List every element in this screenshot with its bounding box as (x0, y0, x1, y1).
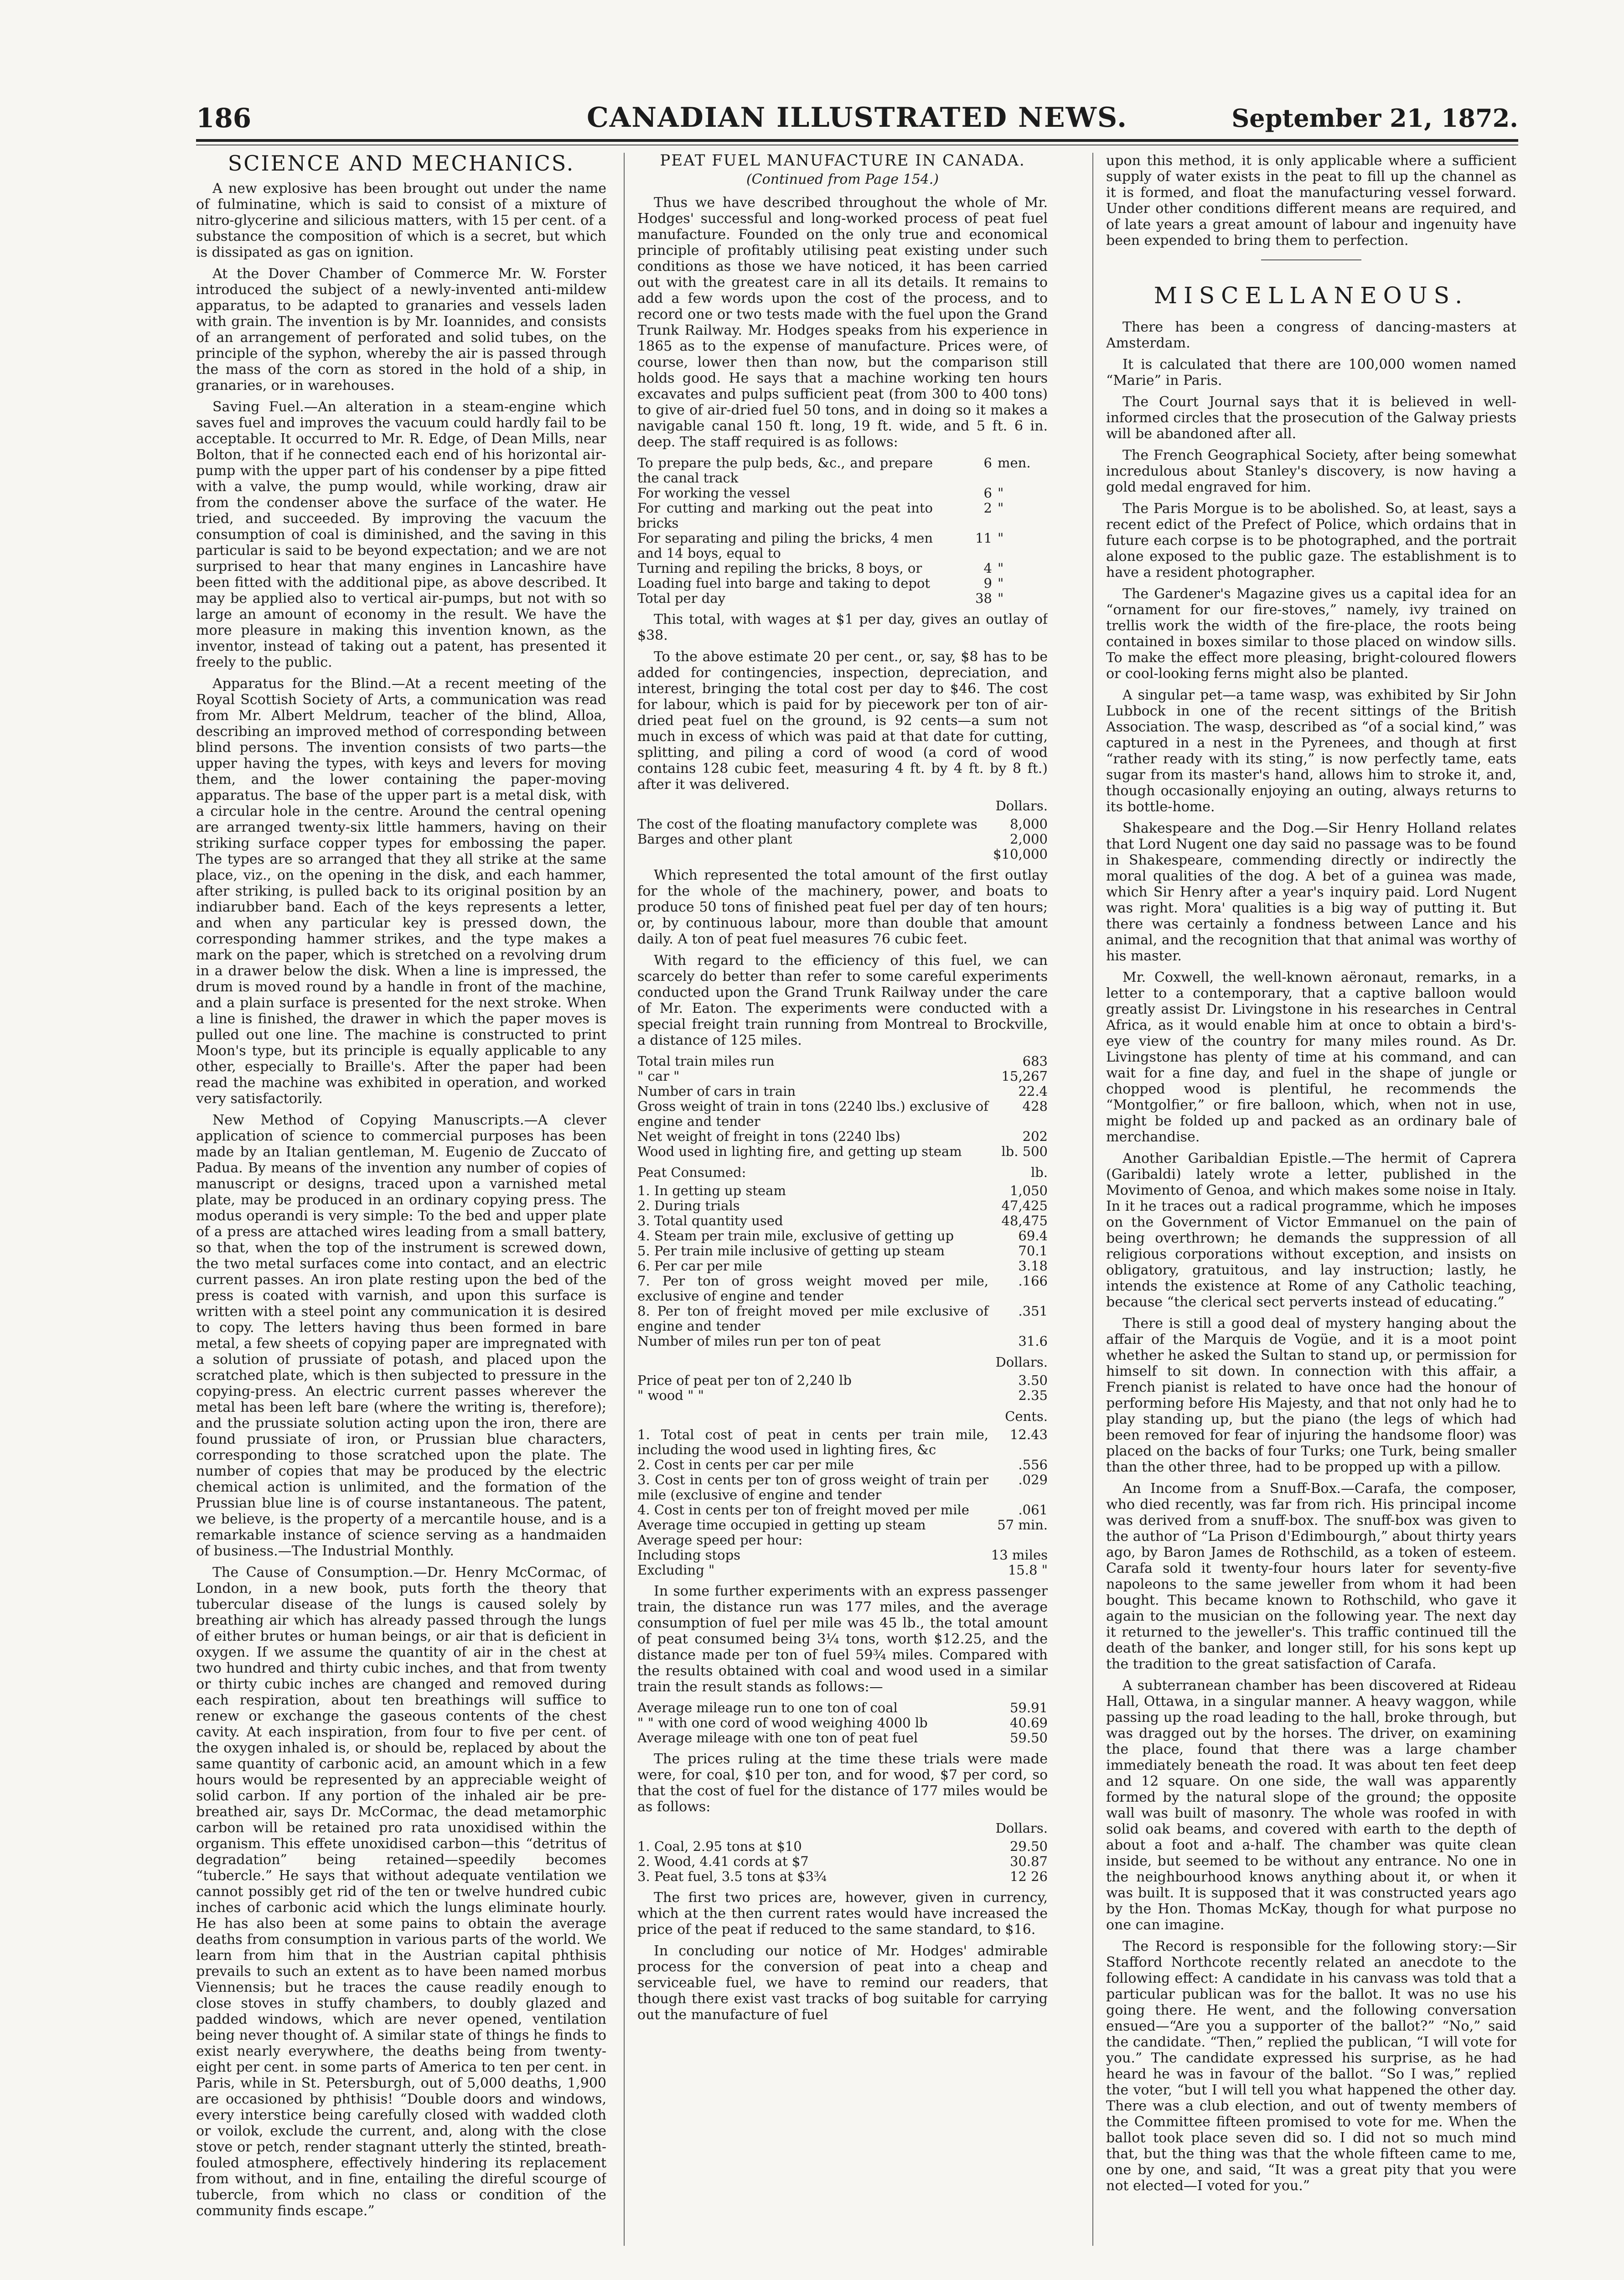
science-paragraph: A new explosive has been brought out under the name of fulminatine, which is said to consist of a mixture of nitro-glycerine and silicious matters, with 15 per cent. of a substance the composition of which is a secret, but which is dissipated as gas on ignition. (196, 181, 606, 260)
row-label: Total train miles run (637, 1053, 775, 1069)
row-value: 3.18 (1018, 1258, 1048, 1274)
row-label: " " with one cord of wood weighing 4000 lb (637, 1715, 928, 1731)
row-label: For separating and piling the bricks, 4 men and 14 boys, equal to (637, 530, 933, 561)
miscellaneous-paragraph: The French Geographical Society, after being somewhat incredulous about Stanley's discovery, is now having a gold medal engraved for him. (1106, 447, 1516, 495)
row-label: The cost of the floating manufactory complete was (637, 816, 978, 832)
table-row (637, 501, 1048, 531)
table-row (637, 531, 1048, 561)
miscellaneous-paragraph: An Income from a Snuff-Box.—Carafa, the composer, who died recently, was far from rich. His principal income was derived from a snuff-box. The snuff-box was given to the author of “La Prison d'Edimbourgh,” about thirty years ago, by Baron James de Rothschild, as a token of esteem. Carafa sold it twenty-four hours later for seventy-five napoleons to the same jeweller from whom it had been bought. This became known to Rothschild, who gave it again to the musician on the following year. The next day it returned to the jeweller's. This traffic continued till the death of the banker, and longer still, for his sons kept up the tradition to the great satisfaction of Carafa. (1106, 1481, 1516, 1672)
column-peat-fuel (637, 153, 1048, 2246)
miscellaneous-paragraph: A singular pet—a tame wasp, was exhibited by Sir John Lubbock in one of the recent sittings of the British Association. The wasp, described as “of a social kind,” was captured in a nest in the Pyrenees, and though at first “rather ready with its sting,” is now perfectly tame, eats sugar from its master's hand, allows him to stroke it, and, though occasionally enjoying an outing, always returns to its bottle-home. (1106, 687, 1516, 815)
row-label: 2. Cost in cents per car per mile (637, 1457, 854, 1472)
row-value: 4 (983, 560, 992, 576)
science-paragraph: The Cause of Consumption.—Dr. Henry McCormac, of London, in a new book, puts forth the theory that tubercular disease of the lungs is caused solely by breathing air which has already passed through the lungs of either brutes or human beings, or air that is deficient in oxygen. If we assume the quantity of air in the chest at two hundred and thirty cubic inches, and that from twenty or thirty cubic inches are changed and removed during each respiration, about ten breathings will suffice to renew or exchange the gaseous contents of the chest cavity. At each inspiration, from four to five per cent. of the oxygen inhaled is, or should be, replaced by about the same quantity of carbonic acid, an amount which in a few hours would be represented by an appreciable weight of solid carbon. If any portion of the inhaled air be pre-breathed air, says Dr. McCormac, the dead metamorphic carbon will be retained pro rata unoxidised within the organism. This effete unoxidised carbon—this “detritus of degradation” being retained—speedily becomes “tubercle.” He says that without adequate ventilation we cannot possibly get rid of the ten or twelve hundred cubic inches of carbonic acid which the lungs eliminate hourly. He has also been at some pains to obtain the average deaths from consumption in various parts of the world. We learn from him that in the Austrian capital phthisis prevails to such an extent as to have been named morbus Viennensis; but he traces the cause readily enough to close stoves in stuffy chambers, to doubly glazed and padded windows, which are never opened, ventilation being never thought of. A similar state of things he finds to exist nearly everywhere, the deaths being from twenty-eight per cent. in some parts of America to ten per cent. in Paris, while in St. Petersburgh, out of 5,000 deaths, 1,900 are occasioned by phthisis! “Double doors and windows, every interstice being carefully closed with wadded cloth or voilok, exclude the current, and, along with the close stove or petch, render stagnant utterly the stinted, breath-fouled atmosphere, effectively hindering its replacement from without, and in fine, entailing the direful scourge of tubercle, from which no class or condition of the community finds escape.” (196, 1565, 606, 2219)
price-table (637, 1373, 1048, 1403)
row-value: $10,000 (993, 846, 1048, 862)
miscellaneous-paragraph: There is still a good deal of mystery hanging about the affair of the Marquis de Vogüe, and it is a moot point whether he asked the Sultan to stand up, or permission for himself to sit down. In connection with this affair, a French pianist is related to have once had the honour of performing before His Majesty, and that not only had he to play standing up, but the piano (the legs of which had been removed for fear of injuring the handsome floor) was placed on the backs of four Turks; one Turk, being smaller than the other three, had to be propped up with a pillow. (1106, 1316, 1516, 1475)
row-value: 9 (983, 575, 992, 591)
miscellaneous-paragraph: It is calculated that there are 100,000 women named “Marie” in Paris. (1106, 357, 1516, 389)
miscellaneous-paragraph: The Record is responsible for the following story:—Sir Stafford Northcote recently related an anecdote to the following effect: A candidate in his canvass was told that a particular publican was for the ballot. It was no use his going there. He went, and the following conversation ensued—“Are you a supporter of the ballot?” “No,” said the candidate. “Then,” replied the publican, “I will vote for you.” The candidate expressed his surprise, as he had heard he was in favour of the ballot. “So I was,” replied the voter, “but I will tell you what happened the other day. There was a club election, and out of twenty members of the Committee fifteen promised to vote for me. When the ballot took place seven did so. I did not so much mind that, but the thing was that the whole fifteen came to me, one by one, and said, “It was a great pity that you were not elected—I voted for you.” (1106, 1938, 1516, 2194)
table-row (637, 1518, 1048, 1533)
row-value: 1,050 (1009, 1183, 1048, 1198)
row-label: 6. Per car per mile (637, 1258, 762, 1274)
row-value: 22.4 (1018, 1083, 1048, 1099)
row-value: 29.50 (1009, 1839, 1048, 1854)
table-row (637, 1259, 1048, 1274)
miscellaneous-paragraph: The Paris Morgue is to be abolished. So, at least, says a recent edict of the Prefect of Police, which ordains that in future each corpse is to be photographed, and the portrait alone exposed to the public gaze. The establishment is to have a resident photographer. (1106, 501, 1516, 580)
section-title-miscellaneous: MISCELLANEOUS. (1153, 282, 1469, 309)
miscellaneous-paragraph: There has been a congress of dancing-masters at Amsterdam. (1106, 319, 1516, 351)
row-label: 8. Per ton of freight moved per mile exclusive of engine and tender (637, 1303, 988, 1334)
row-value: 30.87 (1009, 1854, 1048, 1869)
row-unit: " (998, 560, 1004, 576)
peat-consumed-label: Peat Consumed: (637, 1165, 746, 1180)
cents-table (637, 1427, 1048, 1578)
row-label: 2. During trials (637, 1198, 740, 1213)
row-label: Loading fuel into barge and taking to depot (637, 575, 931, 591)
table-row (637, 1144, 1048, 1159)
science-paragraph: New Method of Copying Manuscripts.—A clever application of science to commercial purposes has been made by an Italian gentleman, M. Eugenio de Zuccato of Padua. By means of the invention any number of copies of manuscript or designs, traced upon a varnished metal plate, may be produced in an ordinary copying press. The modus operandi is very simple: To the bed and upper plate of a press are attached wires leading from a small battery, so that, when the top of the instrument is screwed down, the two metal surfaces come into contact, and an electric current passes. An iron plate resting upon the bed of the press is coated with varnish, and upon this surface is written with a steel point any communication it is desired to copy. The letters having thus been formed in bare metal, a few sheets of copying paper are impregnated with a solution of prussiate of potash, and placed upon the scratched plate, which is then subjected to pressure in the copying-press. An electric current passes wherever the metal has been left bare (where the writing is, therefore); and the prussiate solution acting upon the iron, there are found prussiate of iron, or Prussian blue characters, corresponding to those scratched upon the plate. The number of copies that may be produced by the electric chemical action is unlimited, and the formation of the Prussian blue line is of course instantaneous. The patent, we believe, is the property of a mercantile house, and is a remarkable instance of science serving as a handmaiden of business.—The Industrial Monthly. (196, 1112, 606, 1559)
trial-intro: With regard to the efficiency of this fuel, we can scarcely do better than refer to some careful experiments conducted upon the Grand Trunk Railway under the care of Mr. Eaton. The experiments were conducted with a special freight train running from Montreal to Brockville, a distance of 125 miles. (637, 953, 1048, 1048)
peat-consumed-unit: lb. (1030, 1165, 1048, 1180)
row-value: 47,425 (1001, 1198, 1048, 1213)
row-value: 15.8 " (1008, 1562, 1048, 1578)
table-row (637, 1244, 1048, 1259)
closing-para: The first two prices are, however, given in currency, which at the then current rates would have increased the price of the peat if reduced to the same standard, to $16. (637, 1890, 1048, 1938)
row-label: For working the vessel (637, 485, 790, 501)
row-value: 12.43 (1009, 1427, 1048, 1442)
table-row (637, 1054, 1048, 1069)
table-row (637, 1183, 1048, 1198)
row-value: 70.1 (1018, 1243, 1048, 1259)
row-unit: " (998, 500, 1004, 516)
peat-estimate: To the above estimate 20 per cent., or, say, $8 has to be added for contingencies, inspection, depreciation, and interest, bringing the total cost per day to $46. The cost for labour, which is paid for by piecework per ton of air-dried peat fuel on the ground, is 92 cents—a sum not much in excess of which was paid at that date for cutting, splitting, and piling a cord of wood (a cord of wood contains 128 cubic feet, measuring 4 ft. by 4 ft. by 8 ft.) after it was delivered. (637, 649, 1048, 793)
row-label: " wood " " (637, 1388, 704, 1403)
row-unit: " (998, 485, 1004, 501)
masthead: CANADIAN ILLUSTRATED NEWS. (586, 102, 1128, 134)
miscellaneous-paragraph: The Gardener's Magazine gives us a capital idea for an “ornament for our fire-stoves,” namely, ivy trained on trellis work the width of the fire-place, the roots being contained in boxes similar to those placed on window sills. To make the effect more pleasing, bright-coloured flowers or cool-looking ferns might also be planted. (1106, 586, 1516, 682)
table-row (637, 1084, 1048, 1099)
peat-consumed-heading (637, 1165, 1048, 1181)
row-value: 2,000 (1009, 831, 1048, 847)
peat-outlay: This total, with wages at $1 per day, gives an outlay of $38. (637, 611, 1048, 643)
table-row (637, 1213, 1048, 1228)
row-value: .351 (1018, 1303, 1048, 1319)
issue-date: September 21, 1872. (1231, 104, 1518, 133)
row-label: Average mileage with one ton of peat fuel (637, 1730, 918, 1746)
table-row (637, 1731, 1048, 1746)
row-unit: men. (998, 455, 1031, 471)
row-value (988, 1533, 1048, 1548)
table-row (637, 1228, 1048, 1244)
table-row (637, 1388, 1048, 1403)
row-value: 6 (983, 455, 992, 471)
row-unit: " (998, 575, 1004, 591)
table-row (637, 456, 1048, 486)
column-miscellaneous (1106, 153, 1516, 2246)
row-value: .166 (1018, 1273, 1048, 1289)
miscellaneous-paragraph: Mr. Coxwell, the well-known aëronaut, remarks, in a letter to a contemporary, that a captive balloon would greatly assist Dr. Livingstone in his researches in Central Africa, as it would enable him at once to obtain a bird's-eye view of the country for many miles round. As Dr. Livingstone has plenty of time at his command, and can wait for a fine day, and fuel in the shape of jungle or chopped wood is plentiful, he recommends the “Montgolfier,” or fire balloon, which, when not in use, might be folded up and packed as an ordinary bale of merchandise. (1106, 969, 1516, 1145)
row-label: Including stops (637, 1547, 741, 1563)
miscellaneous-paragraph: A subterranean chamber has been discovered at Rideau Hall, Ottawa, in a singular manner. A heavy waggon, while passing up the road leading to the hall, broke through, but was dragged out by the horses. The driver, on examining the place, found that there was a large chamber immediately beneath the road. It was about ten feet deep and 12 square. On one side, the wall was apparently formed by the natural slope of the ground; the opposite wall was built of masonry. The whole was roofed in with solid oak beams, and covered with earth to the depth of about a foot and a-half. The chamber was quite clean inside, but seemed to be without any entrance. No one in the neighbourhood knows anything about it, or when it was built. It is supposed that it was constructed years ago by the Hon. Thomas McKay, though for what purpose no one can imagine. (1106, 1678, 1516, 1933)
table-row (637, 1334, 1048, 1349)
row-value: 57 min. (997, 1517, 1048, 1533)
row-label: Number of miles run per ton of peat (637, 1333, 881, 1349)
table-row (637, 1563, 1048, 1578)
table-row (637, 1304, 1048, 1334)
row-value: 38 (975, 591, 992, 606)
article-title-peat: PEAT FUEL MANUFACTURE IN CANADA. (660, 153, 1025, 170)
table-row (637, 1427, 1048, 1457)
row-value: 202 (1022, 1129, 1048, 1144)
row-value: 2 (983, 500, 992, 516)
row-label: 4. Cost in cents per ton of freight moved per mile (637, 1502, 969, 1518)
row-value: 59.50 (1009, 1730, 1048, 1746)
miscellaneous-paragraph: The Court Journal says that it is believed in well-informed circles that the prosecution of the Galway priests will be abandoned after all. (1106, 394, 1516, 442)
column-science (196, 153, 606, 2246)
table-row (637, 1457, 1048, 1472)
row-label: 4. Steam per train mile, exclusive of getting up (637, 1228, 954, 1244)
mileage-table (637, 1700, 1048, 1746)
row-label (637, 847, 988, 862)
row-label: Gross weight of train in tons (2240 lbs.) exclusive of engine and tender (637, 1099, 988, 1129)
table-row (637, 1198, 1048, 1213)
peat-consumed-table (637, 1183, 1048, 1349)
row-label: Turning and repiling the bricks, 8 boys, or (637, 560, 922, 576)
row-label: For cutting and marking out the peat into bricks (637, 500, 933, 531)
table-row (637, 1099, 1048, 1129)
row-label: Price of peat per ton of 2,240 lb (637, 1373, 852, 1388)
row-value: 69.4 (1018, 1228, 1048, 1244)
fuel-unit: Dollars. (995, 1820, 1048, 1836)
row-label: Wood used in lighting fire, and getting up steam (637, 1144, 962, 1159)
table-row (637, 832, 1048, 847)
science-paragraph: Apparatus for the Blind.—At a recent meeting of the Royal Scottish Society of Arts, a communication was read from Mr. Albert Meldrum, teacher of the blind, Alloa, describing an improved method of corresponding between blind persons. The invention consists of two parts—the upper having the types, with keys and levers for moving them, and the lower containing the paper-moving apparatus. The base of the upper part is a metal disk, with a circular hole in the centre. Around the central opening are arranged twenty-six little hammers, having on their striking surface copper types for embossing the paper. The types are so arranged that they all strike at the same place, viz., on the opening in the disk, and each hammer, after striking, is pulled back to its original position by an indiarubber band. Each of the keys represents a letter, and when any particular key is pressed down, the corresponding hammer strikes, and the type makes a mark on the paper, which is stretched on a revolving drum in a drawer below the disk. When a line is impressed, the drum is moved round by a handle in front of the machine, and a plain surface is presented for the next stroke. When a line is finished, the drawer in which the paper moves is pulled out one line. The machine is constructed to print Moon's type, but its principle is equally applicable to any other, especially to Braille's. After the paper had been read the machine was exhibited in operation, and worked very satisfactorily. (196, 676, 606, 1107)
row-value: 11 (975, 530, 992, 546)
plant-unit: Dollars. (995, 798, 1048, 814)
columns (196, 153, 1518, 2246)
page-number: 186 (196, 103, 252, 134)
row-label: 5. Per train mile inclusive of getting up steam (637, 1243, 945, 1259)
row-value: 48,475 (1001, 1213, 1048, 1228)
row-label: 1. In getting up steam (637, 1183, 786, 1198)
row-value: 13 miles (991, 1547, 1048, 1563)
plant-table (637, 817, 1048, 862)
row-unit: " (998, 530, 1004, 546)
table-row (637, 1548, 1048, 1563)
table-row (637, 1839, 1048, 1854)
trial-table (637, 1054, 1048, 1159)
row-label: 7. Per ton of gross weight moved per mile, exclusive of engine and tender (637, 1273, 988, 1304)
row-label: Excluding " (637, 1562, 715, 1578)
table-row (637, 1869, 1048, 1884)
row-label: 2. Wood, 4.41 cords at $7 (637, 1854, 809, 1869)
science-articles (196, 181, 606, 2219)
row-label: Barges and other plant (637, 831, 792, 847)
table-row (637, 1700, 1048, 1715)
science-paragraph: Saving Fuel.—An alteration in a steam-engine which saves fuel and improves the vacuum could hardly fail to be acceptable. It occurred to Mr. R. Edge, of Dean Mills, near Bolton, that if he connected each end of his horizontal air-pump with the upper part of his condenser by a pipe fitted with a valve, the pump would, while working, draw air from the condenser above the surface of the water. He tried, and succeeded. By improving the vacuum the consumption of coal is diminished, and the saving in this particular is said to be beyond expectation; and we are not surprised to hear that many engines in Lancashire have been fitted with the additional pipe, as above described. It may be applied also to vertical air-pumps, but not with so large an amount of economy in the result. We have the more pleasure in making this invention known, as the inventor, instead of taking out a patent, has presented it freely to the public. (196, 399, 606, 670)
table-row (637, 561, 1048, 576)
table-row (637, 1715, 1048, 1731)
row-label: 1. Total cost of peat in cents per train mile, including the wood used in lighting fires, &c (637, 1427, 988, 1457)
miscellaneous-items (1106, 319, 1516, 2194)
row-label: To prepare the pulp beds, &c., and prepare the canal track (637, 455, 933, 486)
row-value: .061 (1018, 1502, 1048, 1518)
staff-table (637, 456, 1048, 606)
science-paragraph: At the Dover Chamber of Commerce Mr. W. Forster introduced the subject of a newly-invented anti-mildew apparatus, to be adapted to granaries and vessels laden with grain. The invention is by Mr. Ioannides, and consists of an arrangement of perforated and solid tubes, on the principle of the syphon, whereby the air is passed through the mass of the corn as stored in the hold of a ship, in granaries, or in warehouses. (196, 266, 606, 394)
fuel-cost-table (637, 1839, 1048, 1884)
row-label: 3. Cost in cents per ton of gross weight of train per mile (exclusive of engine and tender (637, 1472, 988, 1503)
miscellaneous-paragraph: Another Garibaldian Epistle.—The hermit of Caprera (Garibaldi) lately wrote a letter, published in the Movimento of Genoa, and which makes some noise in Italy. In it he traces out a radical programme, which he imposes on the Government of Victor Emmanuel on the pain of being overthrown; he demands the suppression of all religious corporations without exception, and insists on obligatory, gratuitous, and lay instruction; lastly, he intends the existence at Rome of any Catholic teaching, because “the clerical sect perverts instead of educating.” (1106, 1150, 1516, 1310)
row-value: 12 26 (1009, 1869, 1048, 1884)
section-title-science: SCIENCE AND MECHANICS. (228, 153, 575, 176)
price-unit: Dollars. (995, 1354, 1048, 1370)
row-label: Net weight of freight in tons (2240 lbs) (637, 1129, 900, 1144)
section-rule (1261, 259, 1361, 260)
row-label: 3. Peat fuel, 3.5 tons at $3¾ (637, 1869, 827, 1884)
closing-para: In concluding our notice of Mr. Hodges' admirable process for the conversion of peat into a cheap and serviceable fuel, we have to remind our readers, that though there exist vast tracks of bog suitable for carrying out the manufacture of fuel (637, 1943, 1048, 2023)
row-value: 59.91 (1009, 1700, 1048, 1715)
prices-para: The prices ruling at the time these trials were made were, for coal, $10 per ton, and for wood, $7 per cord, so that the cost of fuel for the distance of 177 miles would be as follows: (637, 1751, 1048, 1815)
row-value: 3.50 (1018, 1373, 1048, 1388)
miscellaneous-paragraph: Shakespeare and the Dog.—Sir Henry Holland relates that Lord Nugent one day said no passage was to be found in Shakespeare, commending directly or indirectly the moral qualities of the dog. A bet of a guinea was made, which Sir Henry after a year's inquiry paid. Lord Nugent was right. Mora' qualities is a big way of putting it. But there was certainly a fondness between Lance and his animal, and the recognition that that animal was worthy of his master. (1106, 820, 1516, 964)
cents-unit: Cents. (1005, 1409, 1048, 1424)
row-value: 6 (983, 485, 992, 501)
table-row (637, 1274, 1048, 1304)
table-row (637, 486, 1048, 501)
row-value: 8,000 (1009, 816, 1048, 832)
table-row (637, 1854, 1048, 1869)
peat-continuation: upon this method, it is only applicable where a sufficient supply of water exists in the peat to fill up the channel as it is formed, and float the manufacturing vessel forward. Under other conditions different means are required, and of late years a great amount of labour and ingenuity have been expended to bring them to perfection. (1106, 153, 1516, 249)
plant-note: Which represented the total amount of the first outlay for the whole of the machinery, power, and boats to produce 50 tons of finished peat fuel per day of ten hours; or, by continuous labour, more than double that amount daily. A ton of peat fuel measures 76 cubic feet. (637, 867, 1048, 947)
columns-wrapper (196, 98, 1518, 2250)
row-label: Average mileage run to one ton of coal (637, 1700, 898, 1715)
table-row (637, 847, 1048, 862)
row-value: 31.6 (1018, 1333, 1048, 1349)
row-label: " car " (637, 1068, 680, 1084)
row-value: 428 (1022, 1099, 1048, 1114)
table-row (637, 1373, 1048, 1388)
table-row (637, 1533, 1048, 1548)
row-label: 3. Total quantity used (637, 1213, 783, 1228)
table-row (637, 576, 1048, 591)
row-label: Number of cars in train (637, 1083, 796, 1099)
peat-intro: Thus we have described throughout the whole of Mr. Hodges' successful and long-worked process of peat fuel manufacture. Founded on the only true and economical principle of profitably utilising peat existing under such conditions as those we have noticed, it has been carried out with the greatest care in all its details. It remains to add a few words upon the cost of the process, and to record one or two tests made with the fuel upon the Grand Trunk Railway. Mr. Hodges speaks from his experience in 1865 as to the expense of manufacture. Prices were, of course, lower then than now, but the comparison still holds good. He says that a machine working ten hours excavates and pulps sufficient peat (from 300 to 400 tons) to give of air-dried fuel 50 tons, and in doing so it makes a navigable canal 150 ft. long, 19 ft. wide, and 5 ft. 6 in. deep. The staff required is as follows: (637, 195, 1048, 450)
row-value: 40.69 (1009, 1715, 1048, 1731)
table-row (637, 1129, 1048, 1144)
row-value: 2.35 (1018, 1388, 1048, 1403)
row-unit: " (998, 591, 1004, 606)
table-row (637, 1069, 1048, 1084)
table-row (637, 1472, 1048, 1503)
row-value: 15,267 (1001, 1068, 1048, 1084)
table-row (637, 591, 1048, 606)
express-para: In some further experiments with an express passenger train, the distance run was 177 miles, and the average consumption of fuel per mile was 45 lb., the total amount of peat consumed being 3¼ tons, worth $12.25, and the distance made per ton of fuel 59¾ miles. Compared with the results obtained with coal and wood used in a similar train the result stands as follows:— (637, 1583, 1048, 1695)
row-label: 1. Coal, 2.95 tons at $10 (637, 1839, 802, 1854)
row-label: Average time occupied in getting up steam (637, 1517, 926, 1533)
row-value: lb. 500 (1001, 1144, 1048, 1159)
table-row (637, 817, 1048, 832)
row-value: .029 (1018, 1472, 1048, 1487)
continued-note: (Continued from Page 154.) (746, 171, 939, 187)
row-label: Average speed per hour: (637, 1532, 803, 1548)
row-value: 683 (1022, 1053, 1048, 1069)
row-value: .556 (1018, 1457, 1048, 1472)
row-label: Total per day (637, 591, 726, 606)
table-row (637, 1503, 1048, 1518)
